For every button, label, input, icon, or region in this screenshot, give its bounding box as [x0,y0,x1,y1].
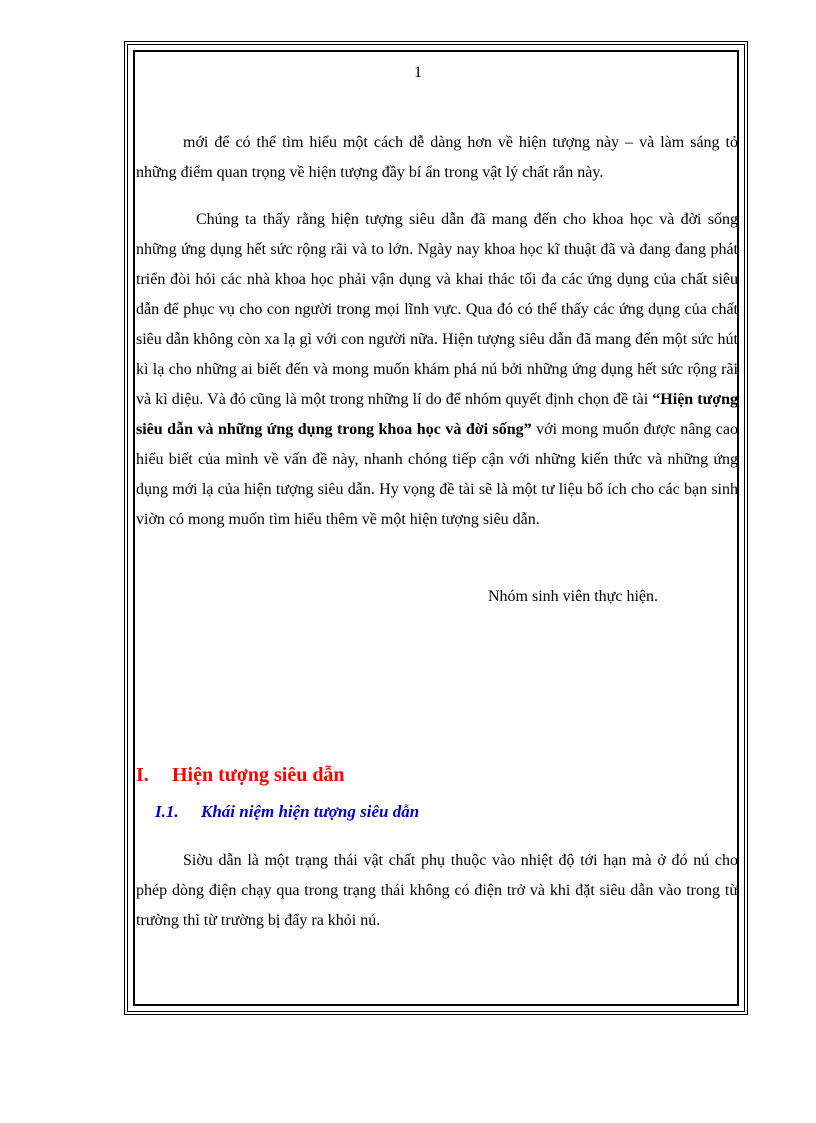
subsection-number: I.1. [155,802,179,821]
subsection-title: Khái niệm hiện tượng siêu dẫn [201,802,420,821]
main-paragraph [136,205,738,535]
topic-title: “Hiện tượng siêu dẫn và những ứng dụng trong khoa học và đời sống” [136,391,738,438]
section-heading [136,764,345,787]
main-paragraph-text-2: với mong muốn được nâng cao hiểu biết của mình về vấn đề này, nhanh chóng tiếp cận với những kiến thức và những ứng dụng mới lạ của hiện tượng siêu dẫn. Hy vọng đề tài sẽ là một tư liệu bổ ích cho các bạn sinh viờn có mong muốn tìm hiểu thêm về một hiện tượng siêu dẫn. [136,421,739,528]
signature: Nhóm sinh viên thực hiện. [488,588,658,605]
subsection-heading [155,802,419,822]
section-number: I. [136,764,149,786]
page-number: 1 [414,64,422,81]
section-title: Hiện tượng siêu dẫn [172,764,345,786]
definition-paragraph: Siờu dẫn là một trạng thái vật chất phụ thuộc vào nhiệt độ tới hạn mà ở đó nú cho phép dòng điện chạy qua trong trạng thái không có điện trở và khi đặt siêu dẫn vào trong từ trường thì từ trường bị đẩy ra khỏi nú. [136,852,738,929]
main-paragraph-text-1: Chúng ta thấy rằng hiện tượng siêu dẫn đã mang đến cho khoa học và đời sống những ứng dụng hết sức rộng rãi và to lớn. Ngày nay khoa học kĩ thuật đã và đang đang phát triển đòi hỏi các nhà khoa học phải vận dụng và khai thác tối đa các ứng dụng của chất siêu dẫn để phục vụ cho con người trong mọi lĩnh vực. Qua đó có thể thấy các ứng dụng của chất siêu dẫn không còn xa lạ gì với con người nữa. Hiện tượng siêu dẫn đã mang đến một sức hút kì lạ cho những ai biết đến và mong muốn khám phá nú bởi những ứng dụng hết sức rộng rãi và kì diệu. Và đó cũng là một trong những lí do để nhóm quyết định chọn đề tài [136,211,738,408]
intro-paragraph: mới để có thể tìm hiểu một cách dễ dàng hơn về hiện tượng này – và làm sáng tỏ những điểm quan trọng về hiện tượng đầy bí ẩn trong vật lý chất rắn này. [136,134,738,181]
